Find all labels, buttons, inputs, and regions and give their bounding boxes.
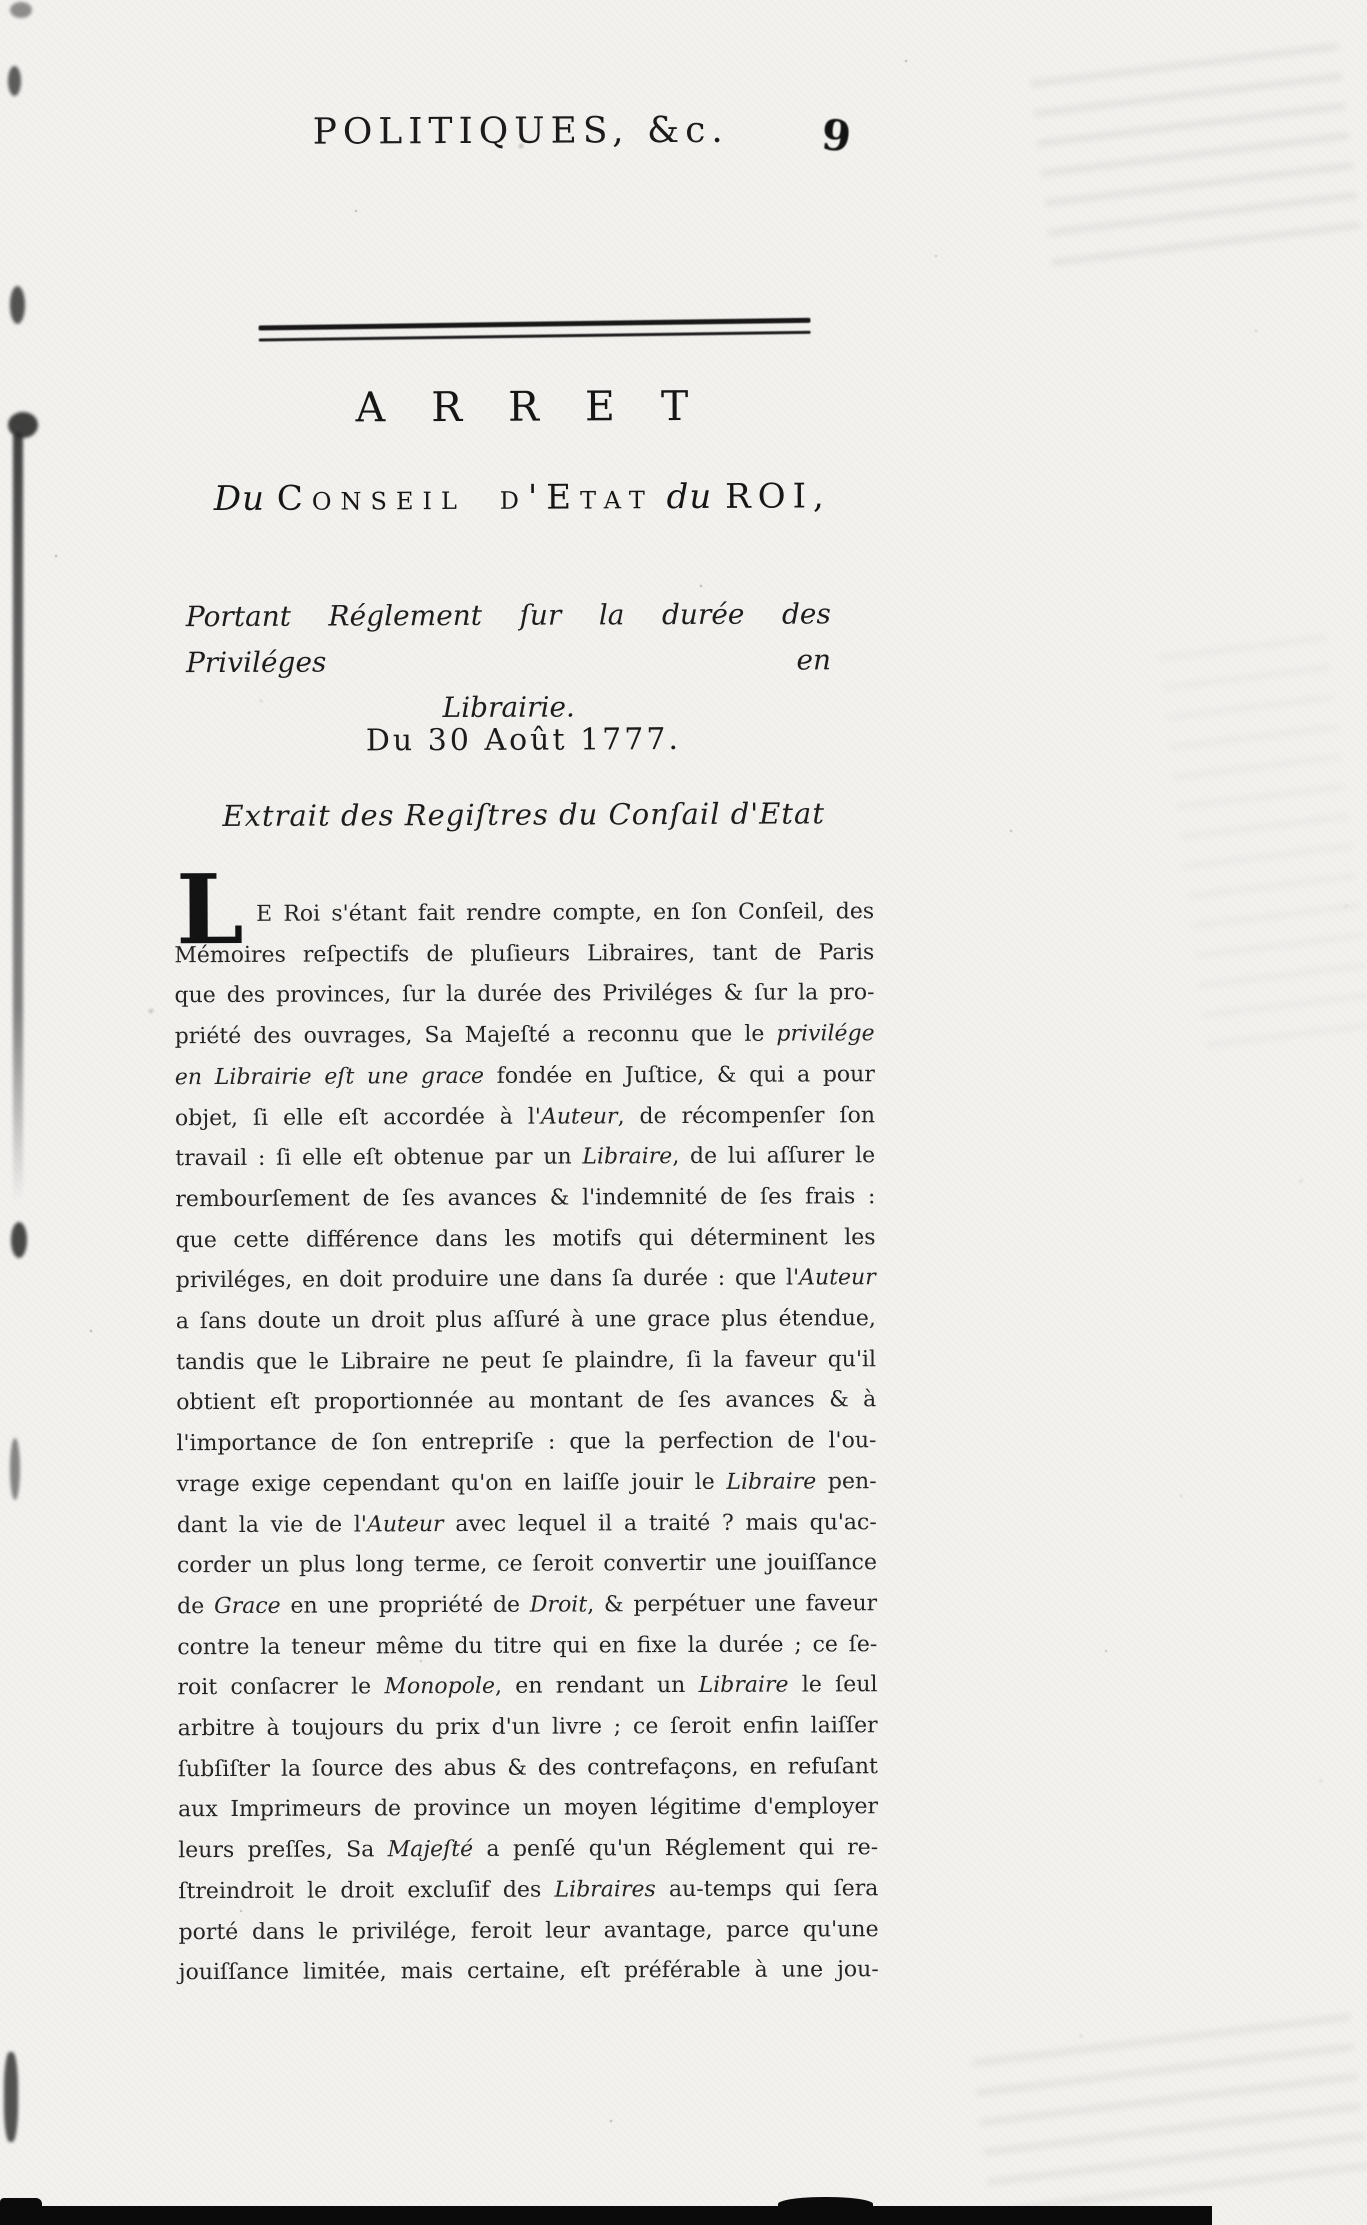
body-text: l'importance de ſon entrepriſe : que la perfection de l'ou- xyxy=(176,1428,877,1457)
body-text: jouiſſance limitée, mais certaine, eſt préférable à une jou- xyxy=(178,1957,879,1986)
body-text: le ſeul xyxy=(788,1672,878,1698)
act-heading-line2: Librairie. xyxy=(442,690,575,725)
page-number: 9 xyxy=(819,109,854,162)
ink-blot-artifact xyxy=(10,1438,20,1500)
body-text: priété des ouvrages, Sa Majeſté a reconnu que le xyxy=(174,1021,777,1050)
rule-top xyxy=(258,318,810,331)
body-text: ſubſiſter la ſource des abus & des contrefaçons, en refuſant xyxy=(177,1753,878,1782)
body-line xyxy=(175,1014,875,1058)
scan-bottom-bar-artifact xyxy=(0,2198,42,2210)
ink-blot-artifact xyxy=(4,2052,18,2142)
ink-blot-artifact xyxy=(10,2,32,18)
body-line xyxy=(175,1177,875,1221)
body-text: , en rendant un xyxy=(494,1673,699,1700)
body-line xyxy=(176,1258,876,1302)
body-line xyxy=(176,1340,876,1384)
body-text: Mémoires reſpectifs de pluſieurs Libraires, tant de Paris xyxy=(174,939,875,968)
body-line xyxy=(177,1666,877,1710)
body-line xyxy=(175,1136,875,1180)
body-text: rembourſement de ſes avances & l'indemnité de ſes frais : xyxy=(175,1184,876,1213)
body-text: priviléges, en doit produire une dans ſa durée : que l' xyxy=(175,1265,800,1294)
body-text-italic: Libraire xyxy=(698,1672,789,1699)
body-text-italic: Monopole xyxy=(384,1674,496,1700)
body-text-italic: Auteur xyxy=(366,1511,444,1537)
double-rule-divider xyxy=(258,318,810,342)
subtitle-segment xyxy=(654,477,667,517)
scan-bottom-bar-artifact xyxy=(0,2206,1212,2225)
body-line xyxy=(178,1828,878,1872)
body-text-italic: en Librairie eſt une grace xyxy=(174,1063,485,1091)
body-line xyxy=(175,1218,875,1262)
body-text-italic: Auteur xyxy=(799,1265,876,1291)
body-text: de xyxy=(177,1594,215,1620)
body-text-italic: Majeſté xyxy=(387,1837,474,1863)
body-text: contre la teneur même du titre qui en fixe la durée ; ce ſe- xyxy=(177,1631,878,1660)
body-text: en une propriété de xyxy=(280,1592,530,1619)
body-text: pen- xyxy=(816,1469,877,1495)
body-text: a penſé qu'un Réglement qui re- xyxy=(473,1835,879,1863)
body-line xyxy=(178,1788,878,1832)
body-text: que cette différence dans les motifs qui déterminent les xyxy=(175,1224,876,1253)
body-line xyxy=(174,892,874,936)
body-paragraph xyxy=(174,892,879,1994)
subtitle-segment: Conseil d'Etat xyxy=(276,477,654,519)
body-line xyxy=(178,1747,878,1791)
body-line xyxy=(177,1462,877,1506)
body-text: corder un plus long terme, ce ſeroit convertir une jouiſſance xyxy=(176,1550,878,1579)
date-line: Du 30 Août 1777. xyxy=(365,722,682,759)
body-line xyxy=(174,974,874,1018)
scan-bottom-bar-artifact xyxy=(778,2197,873,2211)
subtitle-segment: du xyxy=(666,476,713,518)
body-text: leurs preſſes, Sa xyxy=(178,1837,388,1864)
body-line xyxy=(175,1055,875,1099)
act-heading xyxy=(186,591,832,732)
body-line xyxy=(177,1625,877,1669)
ink-blot-artifact xyxy=(11,1222,27,1258)
body-text: obtient eſt proportionnée au montant de ſes avances & à xyxy=(176,1387,877,1416)
body-text: , de lui aſſurer le xyxy=(672,1143,876,1170)
body-line xyxy=(177,1584,877,1628)
body-text: porté dans le privilége, feroit leur avantage, parce qu'une xyxy=(178,1916,879,1945)
subtitle-segment: ROI, xyxy=(725,476,831,517)
body-text-italic: Libraires xyxy=(554,1877,656,1903)
body-text: roit conſacrer le xyxy=(177,1674,385,1701)
ink-blot-artifact xyxy=(8,412,38,438)
body-line xyxy=(178,1869,878,1913)
body-line xyxy=(178,1910,878,1954)
binding-edge-streak-artifact xyxy=(13,432,23,1202)
subtitle xyxy=(157,476,887,519)
body-line xyxy=(176,1381,876,1425)
body-text: aux Imprimeurs de province un moyen légitime d'employer xyxy=(177,1794,879,1823)
body-text-italic: Libraire xyxy=(726,1469,817,1495)
body-line xyxy=(176,1421,876,1465)
body-line xyxy=(175,1096,875,1140)
act-heading-line1: Portant Réglement ſur la durée des Priviléges en xyxy=(185,597,832,680)
main-title: ARRET xyxy=(355,381,735,432)
body-text: au-temps qui ſera xyxy=(655,1876,879,1903)
body-text: tandis que le Libraire ne peut ſe plaindre, ſi la faveur qu'il xyxy=(176,1346,877,1375)
body-text: a ſans doute un droit plus aſſuré à une grace plus étendue, xyxy=(175,1306,876,1335)
ink-blot-artifact xyxy=(10,286,25,324)
body-line xyxy=(177,1503,877,1547)
body-line xyxy=(179,1950,879,1994)
body-text: ſtreindroit le droit excluſif des xyxy=(178,1877,555,1905)
running-header-title: POLITIQUES, &c. xyxy=(312,109,729,153)
rule-bottom xyxy=(259,331,811,342)
body-text: dant la vie de l' xyxy=(176,1511,367,1538)
drop-cap: L xyxy=(175,852,244,967)
body-line xyxy=(177,1543,877,1587)
body-line xyxy=(174,933,874,977)
body-text: objet, ſi elle eſt accordée à l' xyxy=(174,1104,541,1131)
body-text: arbitre à toujours du prix d'un livre ; ce ſeroit enfin laiſſer xyxy=(177,1713,878,1742)
ghost-text-artifact xyxy=(1030,40,1361,266)
body-text: E Roi s'étant fait rendre compte, en ſon Conſeil, des xyxy=(256,899,875,927)
body-text-italic: privilége xyxy=(776,1021,875,1047)
body-text-italic: Droit xyxy=(529,1592,588,1618)
body-text-italic: Grace xyxy=(214,1593,281,1620)
subtitle-segment: Du xyxy=(213,478,277,520)
body-line xyxy=(176,1299,876,1343)
subtitle-segment xyxy=(712,477,725,517)
body-text: , & perpétuer une faveur xyxy=(587,1591,878,1618)
body-text: que des provinces, ſur la durée des Priviléges & ſur la pro- xyxy=(174,980,875,1009)
body-text: , de récompenſer ſon xyxy=(617,1102,876,1129)
ink-blot-artifact xyxy=(8,66,21,96)
body-text: avec lequel il a traité ? mais qu'ac- xyxy=(443,1509,877,1537)
body-text: travail : ſi elle eſt obtenue par un xyxy=(175,1144,583,1172)
body-text: vrage exige cependant qu'on en laiſſe jouir le xyxy=(176,1469,727,1498)
body-text-italic: Libraire xyxy=(582,1144,673,1170)
body-line xyxy=(178,1706,878,1750)
body-text-italic: Auteur xyxy=(540,1103,618,1130)
extract-line: Extrait des Regiſtres du Conſail d'Etat xyxy=(222,796,826,834)
paper-speck-artifacts xyxy=(0,0,2,2)
body-text: fondée en Juſtice, & qui a pour xyxy=(483,1061,875,1089)
